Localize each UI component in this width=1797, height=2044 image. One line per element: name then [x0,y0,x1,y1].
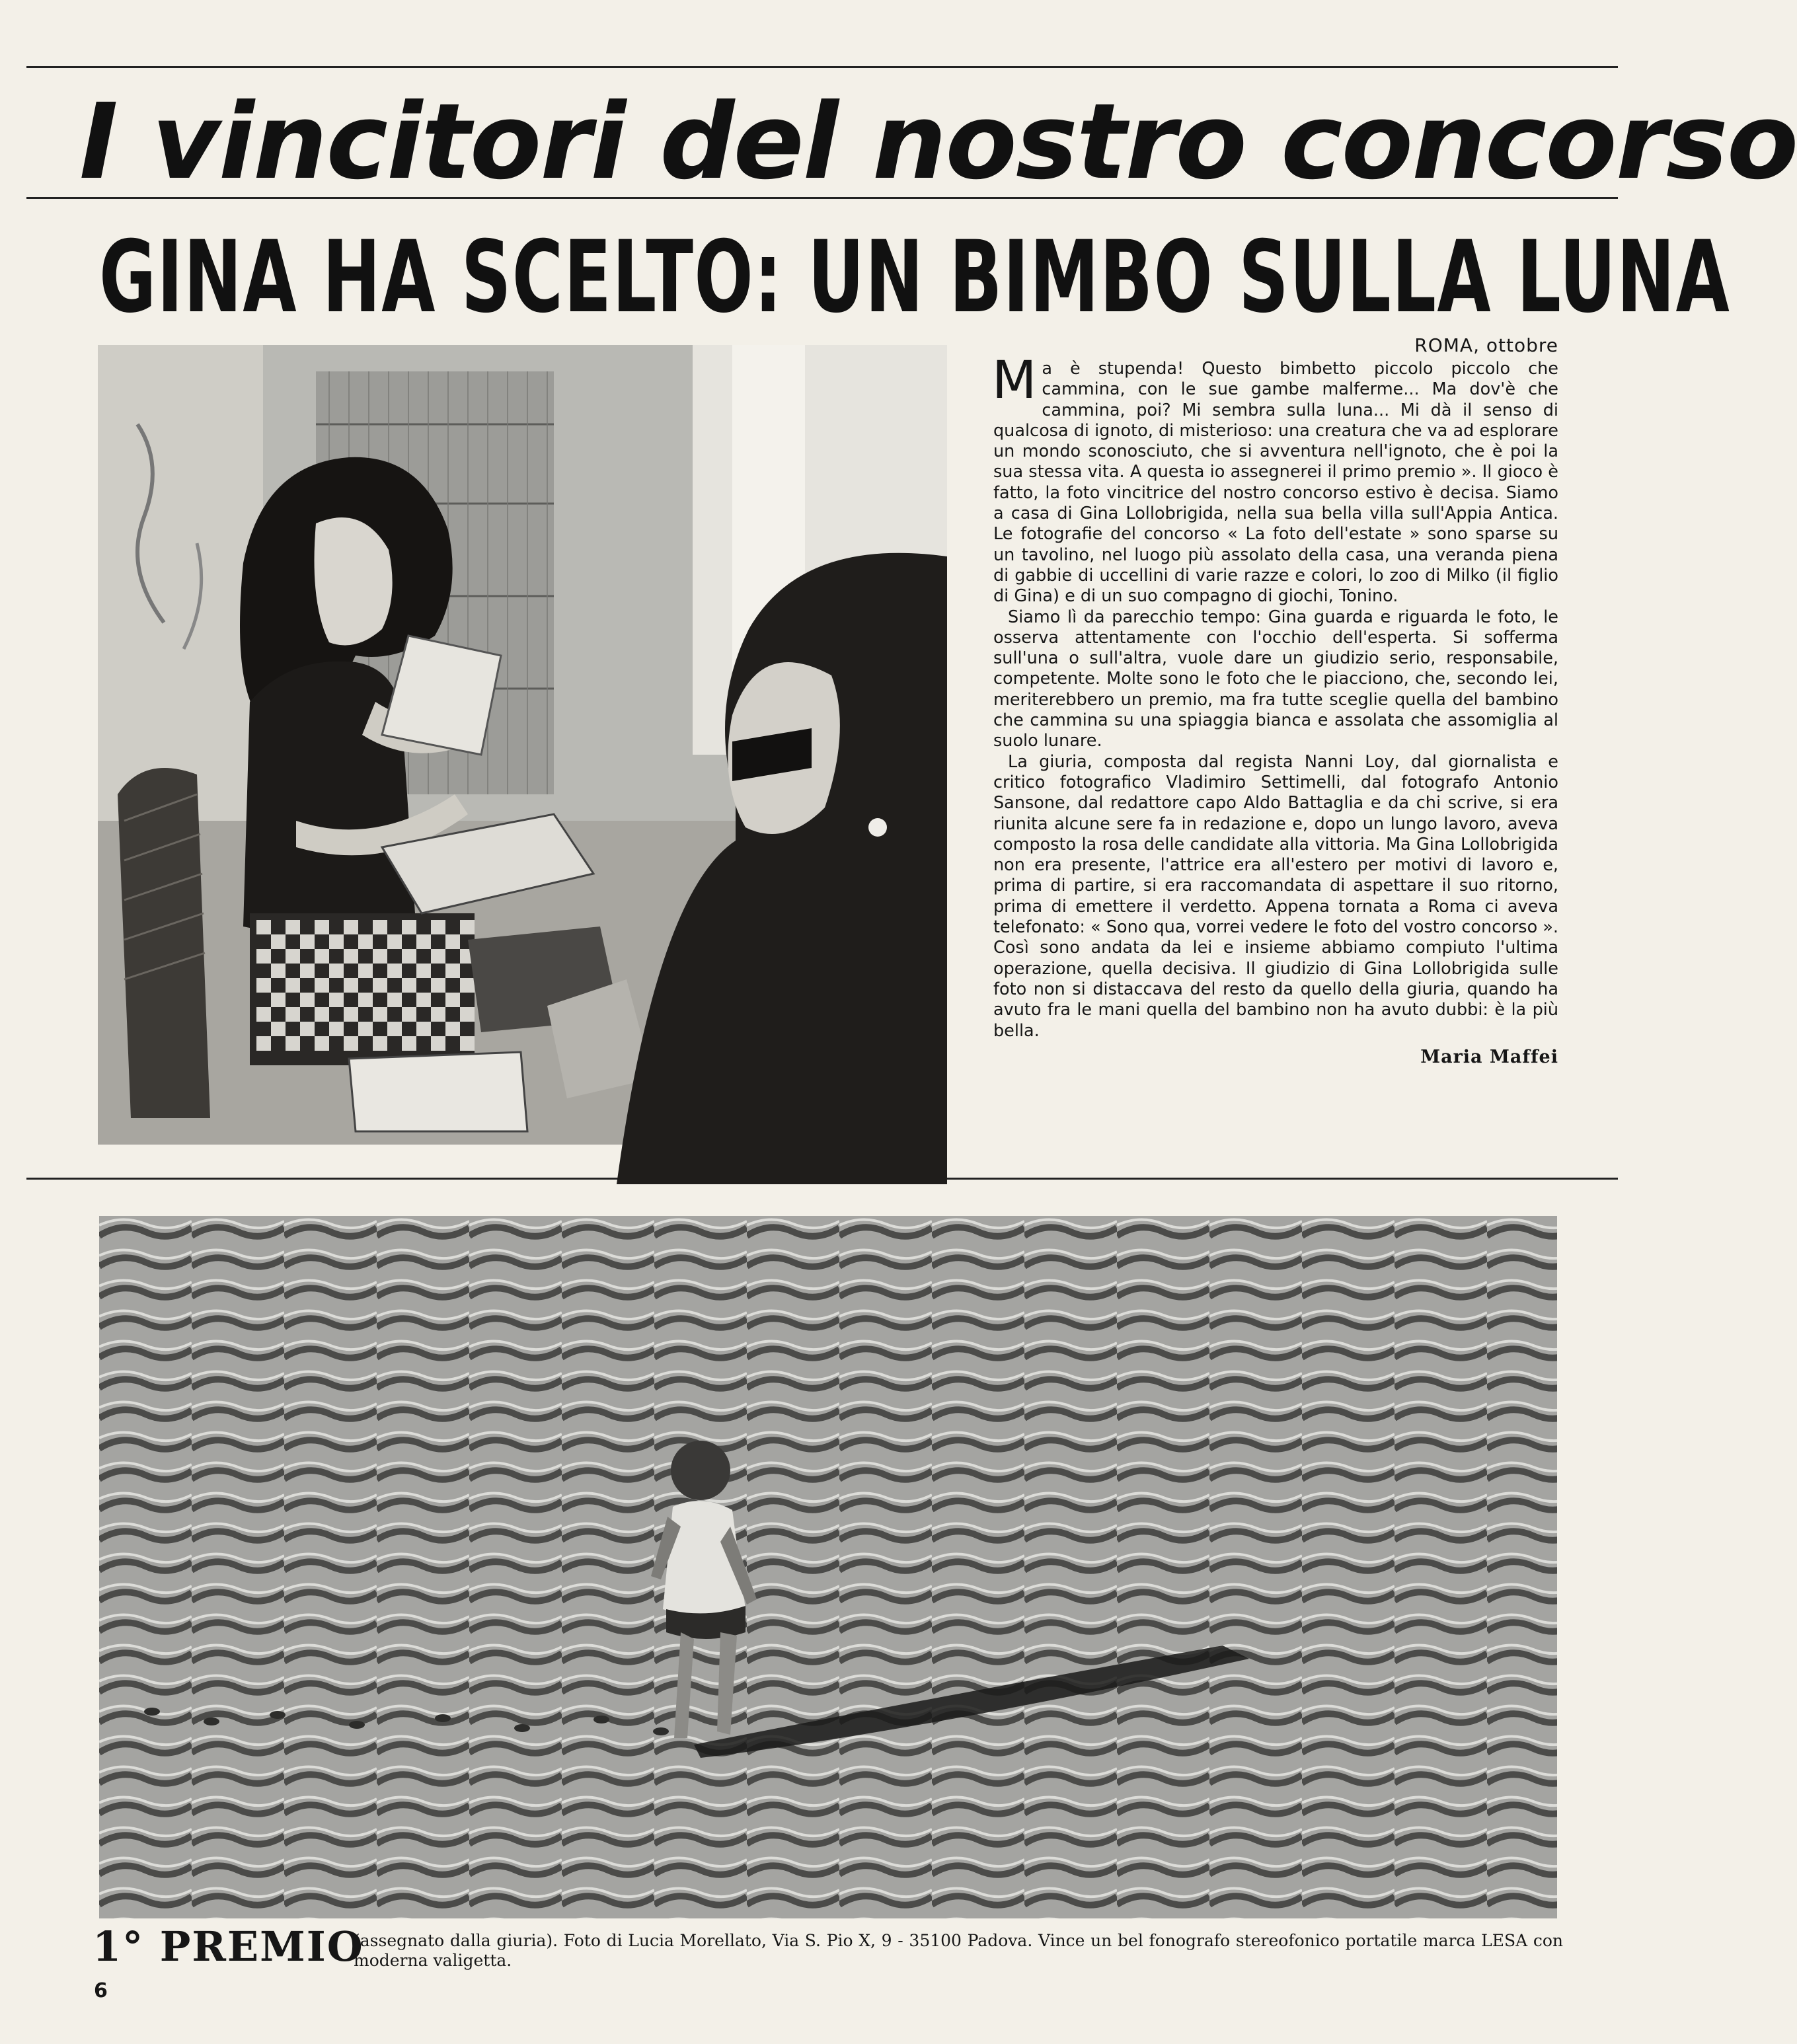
page-number: 6 [94,1979,108,2002]
photo-gina-lollobrigida [98,345,947,1145]
article-paragraph: Siamo lì da parecchio tempo: Gina guarda e riguarda le foto, le osserva attentamente con l'occhio dell'esperta. Si sofferma sull'una o sull'altra, vuole dare un giudizio serio, responsabile, competente. Molte sono le foto che le piacciono, che, secondo lei, meriterebbero un premio, ma fra tutte sceglie quella del bambino che cammina su una spiaggia bianca e assolata che assomiglia al suolo lunare. [993,607,1558,751]
drop-cap: M [992,351,1037,410]
page-headline: GINA HA SCELTO: UN BIMBO SULLA LUNA [99,220,1731,335]
article-paragraph [992,351,1558,607]
article-paragraph: La giuria, composta dal regista Nanni Loy, dal giornalista e critico fotografico Vladimiro Settimelli, dal fotografo Antonio Sansone, dal redattore capo Aldo Battaglia e da chi scrive, si era riunita alcune sere fa in redazione e, dopo un lungo lavoro, aveva composto la rosa delle candidate alla vittoria. Ma Gina Lollobrigida non era presente, l'attrice era all'estero per motivi di lavoro e, prima di partire, si era raccomandata di aspettare il suo ritorno, prima di emettere il verdetto. Appena tornata a Roma ci aveva telefonato: « Sono qua, vorrei vedere le foto del vostro concorso ». Così sono andata da lei e insieme abbiamo compiuto l'ultima operazione, quella decisiva. Il giudizio di Gina Lollobrigida sulle foto non si distaccava del resto da quello della giuria, quando ha avuto fra le mani quella del bambino non ha avuto dubbi: è la più bella. [993,751,1558,1041]
article-body [993,334,1558,1160]
section-title: I vincitori del nostro concorso [79,81,1797,203]
prize-label: 1° PREMIO [93,1922,364,1971]
byline: Maria Maffei [1420,1046,1558,1067]
dateline: ROMA, ottobre [1414,334,1558,356]
prize-caption: (assegnato dalla giuria). Foto di Lucia Morellato, Via S. Pio X, 9 - 35100 Padova. Vince un bel fonografo stereofonico portatile marca LESA con moderna valigetta. [354,1931,1563,1970]
paragraph-text: a è stupenda! Questo bimbetto piccolo piccolo che cammina, con le sue gambe malferme... Ma dov'è che cammina, poi? Mi sembra sulla luna... Mi dà il senso di qualcosa di ignoto, di misterioso: una creatura che va ad esplorare un mondo sconosciuto, che si avventura nell'ignoto, che è poi la sua stessa vita. A questa io assegnerei il primo premio ». Il gioco è fatto, la foto vincitrice del nostro concorso estivo è decisa. Siamo a casa di Gina Lollobrigida, nella sua bella villa sull'Appia Antica. Le fotografie del concorso « La foto dell'estate » sono sparse su un tavolino, nel luogo più assolato della casa, una veranda piena di gabbie di uccellini di varie razze e colori, lo zoo di Milko (il figlio di Gina) e di un suo compagno di giochi, Tonino. [993,359,1558,607]
top-rule [26,66,1618,68]
photo-child-on-sand [99,1216,1557,1918]
